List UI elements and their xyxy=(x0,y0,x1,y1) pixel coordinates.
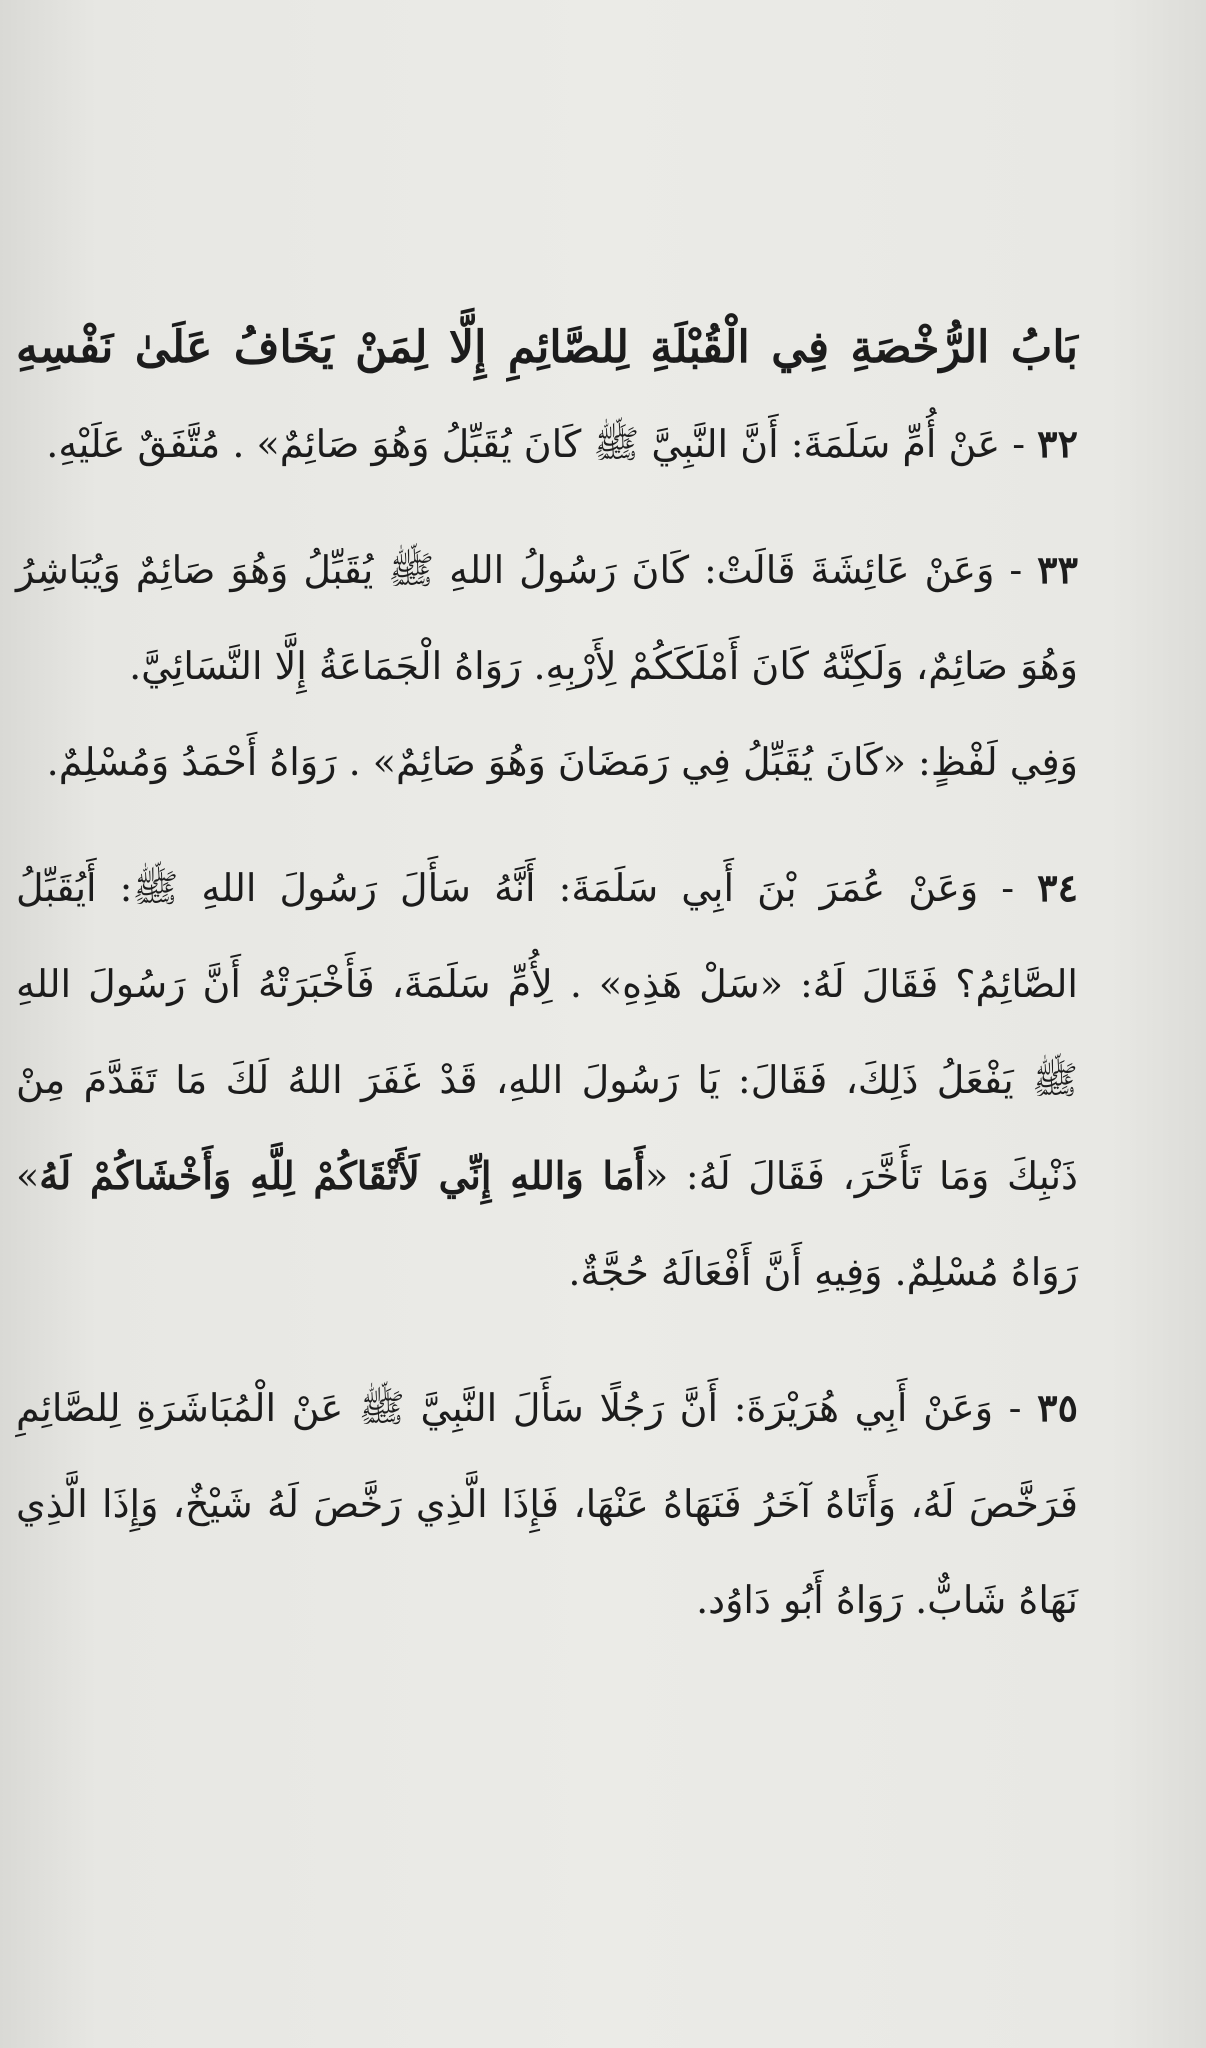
hadith-34 xyxy=(16,840,1078,1320)
hadith-35 xyxy=(16,1360,1078,1648)
hadith-number: ٣٣ xyxy=(1037,547,1078,592)
hadith-number: ٣٤ xyxy=(1037,865,1078,910)
hadith-text: عَنْ أُمِّ سَلَمَةَ: أَنَّ النَّبِيَّ ﷺ كَانَ يُقَبِّلُ وَهُوَ صَائِمٌ» . مُتَّفَقٌ عَلَيْهِ. xyxy=(46,422,1001,466)
hadith-number: ٣٥ xyxy=(1037,1385,1078,1430)
spacer xyxy=(16,492,1078,522)
hadith-33 xyxy=(16,522,1078,714)
hadith-text: وَعَنْ أَبِي هُرَيْرَةَ: أَنَّ رَجُلًا سَأَلَ النَّبِيَّ ﷺ عَنْ الْمُبَاشَرَةِ لِلصَّائِمِ فَرَخَّصَ لَهُ، وَأَتَاهُ آخَرُ فَنَهَاهُ عَنْهَا، فَإِذَا الَّذِي رَخَّصَ لَهُ شَيْخٌ، وَإِذَا الَّذِي نَهَاهُ شَابٌّ. رَوَاهُ أَبُو دَاوُد. xyxy=(16,1386,1078,1622)
page-content xyxy=(16,318,1078,1648)
spacer xyxy=(16,1320,1078,1360)
hadith-dash: - xyxy=(1000,422,1026,466)
hadith-quote: أَمَا وَاللهِ إِنِّي لَأَتْقَاكُمْ لِلَّهِ وَأَخْشَاكُمْ لَهُ xyxy=(39,1153,645,1198)
hadith-text: وَعَنْ عَائِشَةَ قَالَتْ: كَانَ رَسُولُ اللهِ ﷺ يُقَبِّلُ وَهُوَ صَائِمٌ وَيُبَاشِرُ وَهُوَ صَائِمٌ، وَلَكِنَّهُ كَانَ أَمْلَكَكُمْ لِأَرْبِهِ. رَوَاهُ الْجَمَاعَةُ إِلَّا النَّسَائِيَّ. xyxy=(16,548,1078,688)
hadith-text: وَفِي لَفْظٍ: «كَانَ يُقَبِّلُ فِي رَمَضَانَ وَهُوَ صَائِمٌ» . رَوَاهُ أَحْمَدُ وَمُسْلِمٌ. xyxy=(46,740,1078,784)
hadith-text-end: » رَوَاهُ مُسْلِمٌ. وَفِيهِ أَنَّ أَفْعَالَهُ حُجَّةٌ. xyxy=(16,1154,1078,1294)
hadith-text: وَعَنْ عُمَرَ بْنَ أَبِي سَلَمَةَ: أَنَّهُ سَأَلَ رَسُولَ اللهِ ﷺ: أَيُقَبِّلُ الصَّائِمُ؟ فَقَالَ لَهُ: «سَلْ هَذِهِ» . لِأُمِّ سَلَمَةَ، فَأَخْبَرَتْهُ أَنَّ رَسُولَ اللهِ ﷺ يَفْعَلُ ذَلِكَ، فَقَالَ: يَا رَسُولَ اللهِ، قَدْ غَفَرَ اللهُ لَكَ مَا تَقَدَّمَ مِنْ ذَنْبِكَ وَمَا تَأَخَّرَ، فَقَالَ لَهُ: « xyxy=(16,866,1078,1198)
hadith-32 xyxy=(16,396,1078,492)
hadith-33-variant xyxy=(16,714,1078,810)
hadith-dash: - xyxy=(993,1386,1022,1430)
hadith-number: ٣٢ xyxy=(1037,421,1078,466)
hadith-dash: - xyxy=(978,866,1015,910)
spacer xyxy=(16,810,1078,840)
chapter-heading: بَابُ الرُّخْصَةِ فِي الْقُبْلَةِ لِلصَّائِمِ إِلَّا لِمَنْ يَخَافُ عَلَىٰ نَفْسِهِ xyxy=(16,322,1078,373)
hadith-dash: - xyxy=(994,548,1023,592)
